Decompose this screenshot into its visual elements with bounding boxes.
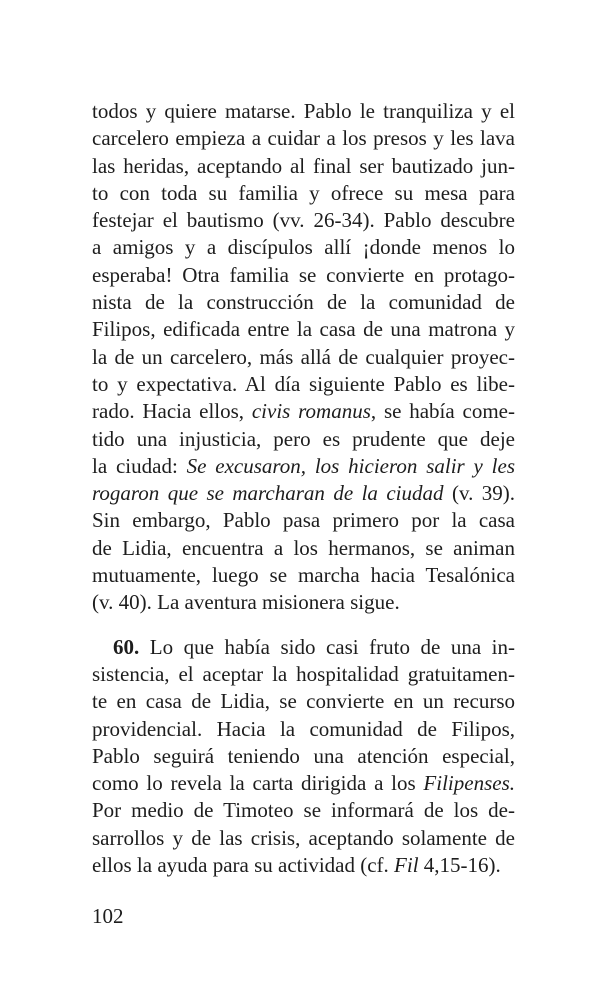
text-line [92,180,515,207]
text-run: Por medio de Timoteo se informará de los de- [92,798,515,823]
text-run: to con toda su familia y ofrece su mesa para [92,180,515,205]
text-run: sistencia, el aceptar la hospitalidad gratuitamen- [92,661,515,686]
text-run: mutuamente, luego se marcha hacia Tesalónica [92,563,515,588]
page-number: 102 [92,904,124,928]
italic-text: Se excusaron, los hicieron salir y les [186,453,515,478]
text-line [92,797,515,824]
text-run: la ciudad: [92,453,187,478]
text-line [92,852,515,879]
text-line [92,289,515,316]
text-run: Filipos, edificada entre la casa de una matrona y [92,317,515,342]
text-run: a amigos y a discípulos allí ¡donde menos lo [92,235,515,260]
text-line [92,262,515,289]
text-run: la de un carcelero, más allá de cualquier proyec- [92,344,515,369]
text-line [92,207,515,234]
text-run: como lo revela la carta dirigida a los [92,771,424,796]
text-line [92,453,515,480]
text-line [92,589,515,616]
text-line [92,316,515,343]
text-run: to y expectativa. Al día siguiente Pablo es libe- [92,371,515,396]
text-run: nista de la construcción de la comunidad de [92,290,515,315]
text-run: 4,15-16). [418,853,501,878]
paragraph-gap [92,617,515,634]
text-line [92,507,515,534]
text-run: rado. Hacia ellos, [92,399,252,424]
text-run: Pablo seguirá teniendo una atención especial, [92,743,515,768]
text-run: esperaba! Otra familia se convierte en protago- [92,262,515,287]
text-line [92,480,515,507]
text-line [92,743,515,770]
text-run: de Lidia, encuentra a los hermanos, se animan [92,535,515,560]
page-body [92,98,515,879]
italic-text: rogaron que se marcharan de la ciudad [92,481,444,506]
text-run: (v. 40). La aventura misionera sigue. [92,590,400,615]
text-run: Sin embargo, Pablo pasa primero por la casa [92,508,515,533]
text-line [92,562,515,589]
paragraph-60 [92,634,515,880]
text-run: carcelero empieza a cuidar a los presos y les lava [92,126,515,151]
text-line [92,344,515,371]
text-line [92,98,515,125]
text-run: te en casa de Lidia, se convierte en un recurso [92,689,515,714]
text-line [92,234,515,261]
text-line [92,634,515,661]
text-line [92,426,515,453]
text-run: tido una injusticia, pero es prudente que deje [92,426,515,451]
text-line [92,716,515,743]
text-run: providencial. Hacia la comunidad de Filipos, [92,716,515,741]
text-line [92,825,515,852]
text-line [92,661,515,688]
italic-text: Filipenses. [423,771,515,796]
paragraph-continuation [92,98,515,617]
italic-text: Fil [394,853,419,878]
italic-text: civis romanus [251,399,371,424]
text-line [92,535,515,562]
text-line [92,688,515,715]
text-run: , se había come- [370,399,515,424]
paragraph-number: 60. [113,634,140,659]
text-run: (v. 39). [443,481,516,506]
text-run: ellos la ayuda para su actividad (cf. [92,853,395,878]
text-line [92,398,515,425]
text-line [92,371,515,398]
text-run: Lo que había sido casi fruto de una in- [139,634,515,659]
text-run: las heridas, aceptando al final ser bautizado jun- [92,153,515,178]
text-line [92,125,515,152]
text-line [92,770,515,797]
text-run: festejar el bautismo (vv. 26-34). Pablo descubre [92,208,515,233]
text-run: sarrollos y de las crisis, aceptando solamente de [92,825,515,850]
text-run: todos y quiere matarse. Pablo le tranquiliza y el [92,99,515,123]
text-line [92,153,515,180]
